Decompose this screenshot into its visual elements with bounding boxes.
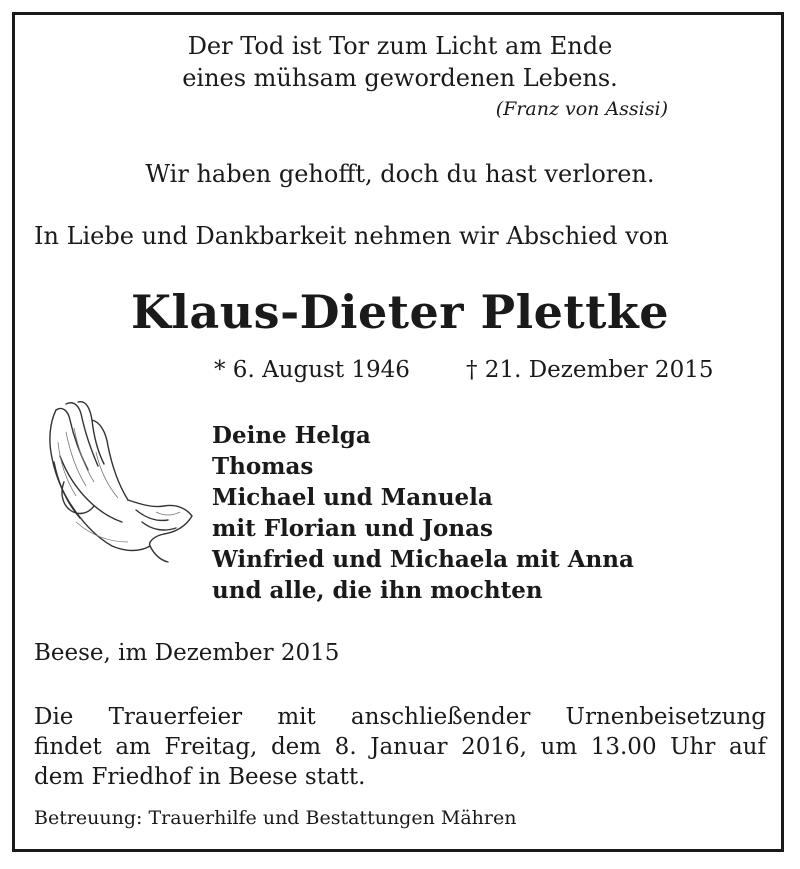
funeral-notice-line-3: dem Friedhof in Beese statt. [34, 764, 366, 790]
death-date: † 21. Dezember 2015 [466, 357, 714, 383]
service-note: Betreuung: Trauerhilfe und Bestattungen Mähren [34, 807, 517, 829]
birth-date: * 6. August 1946 [214, 357, 410, 383]
funeral-notice [34, 702, 766, 792]
funeral-notice-line-1: Die Trauerfeier mit anschließender Urnenbeisetzung [34, 704, 766, 730]
intro-line: In Liebe und Dankbarkeit nehmen wir Abschied von [34, 222, 669, 250]
funeral-notice-line-2: findet am Freitag, dem 8. Januar 2016, um 13.00 Uhr auf [34, 734, 766, 760]
hope-line: Wir haben gehofft, doch du hast verloren. [145, 160, 655, 188]
mourner-entry: mit Florian und Jonas [212, 515, 493, 542]
mourner-entry: Deine Helga [212, 422, 371, 449]
mourner-entry: Michael und Manuela [212, 484, 493, 511]
mourner-entry: Winfried und Michaela mit Anna [212, 546, 634, 573]
mourner-entry: und alle, die ihn mochten [212, 577, 543, 604]
praying-hands-icon [36, 392, 196, 572]
quote-line-2: eines mühsam gewordenen Lebens. [182, 64, 618, 92]
deceased-name: Klaus-Dieter Plettke [130, 285, 670, 339]
mourner-entry: Thomas [212, 453, 314, 480]
quote-line-1: Der Tod ist Tor zum Licht am Ende [187, 32, 613, 60]
mourners-list [212, 420, 634, 606]
place-date: Beese, im Dezember 2015 [34, 640, 340, 666]
quote-attribution: (Franz von Assisi) [495, 98, 668, 120]
